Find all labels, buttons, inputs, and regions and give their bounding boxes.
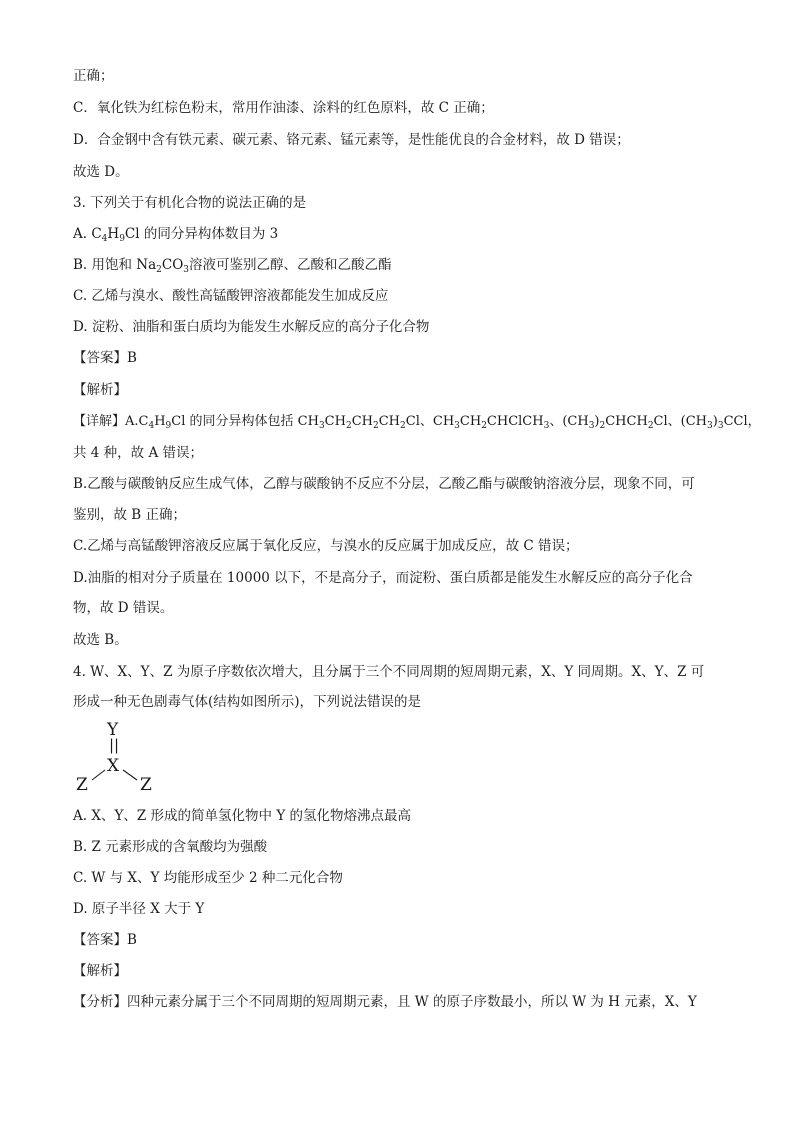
text-line: 共 4 种，故 A 错误； <box>73 445 204 461</box>
question-4-stem: 4. W、X、Y、Z 为原子序数依次增大，且分属于三个不同周期的短周期元素，X、Y 同周期。X、Y、Z 可 <box>73 664 705 680</box>
option-3b: B. 用饱和 $Na_2CO_3$溶液可鉴别乙醇、乙酸和乙酸乙酯 <box>73 257 392 275</box>
option-3c: C. 乙烯与溴水、酸性高锰酸钾溶液都能发生加成反应 <box>73 288 389 304</box>
text-line: C.乙烯与高锰酸钾溶液反应属于氧化反应，与溴水的反应属于加成反应，故 C 错误； <box>73 538 579 554</box>
answer-label: 【答案】B <box>73 350 137 366</box>
text-line: 故选 D。 <box>73 164 129 180</box>
analysis-label: 【解析】 <box>73 963 127 979</box>
double-bond: || <box>109 736 120 754</box>
text-line: D.油脂的相对分子质量在 10000 以下，不是高分子，而淀粉、蛋白质都是能发生水解反应的高分子化合 <box>73 570 693 586</box>
text-line: 正确； <box>73 68 114 84</box>
molecule-structure <box>74 720 164 800</box>
text-line: B.乙酸与碳酸钠反应生成气体，乙醇与碳酸钠不反应不分层，乙酸乙酯与碳酸钠溶液分层，现象不同，可 <box>73 476 695 492</box>
analysis-label: 【解析】 <box>73 382 127 398</box>
atom-right: Z <box>140 775 152 795</box>
option-4c: C. W 与 X、Y 均能形成至少 2 种二元化合物 <box>73 870 343 886</box>
bond-right <box>123 770 137 780</box>
text-line: D．合金钢中含有铁元素、碳元素、铬元素、锰元素等，是性能优良的合金材料，故 D 错误； <box>73 132 630 148</box>
option-4a: A. X、Y、Z 形成的简单氢化物中 Y 的氢化物熔沸点最高 <box>73 808 412 824</box>
question-3-stem: 3. 下列关于有机化合物的说法正确的是 <box>73 195 307 211</box>
text-line: 鉴别，故 B 正确； <box>73 507 187 523</box>
bond-left <box>92 770 105 780</box>
option-3d: D. 淀粉、油脂和蛋白质均为能发生水解反应的高分子化合物 <box>73 319 430 335</box>
text-line: 故选 B。 <box>73 632 128 648</box>
bond-lines <box>74 720 164 800</box>
text-line: C．氧化铁为红棕色粉末，常用作油漆、涂料的红色原料，故 C 正确； <box>73 100 494 116</box>
atom-center: X <box>107 756 120 776</box>
detail-line: 【详解】$A.C_4H_9Cl$ 的同分异构体包括 $CH_3CH_2CH_2CH_2Cl$、$CH_3CH_2CHClCH_3$、$(CH_3)_2CHCH_2Cl$、$(CH_3)_3CCl$， <box>73 414 761 431</box>
atom-top: Y <box>107 720 119 740</box>
option-4b: B. Z 元素形成的含氧酸均为强酸 <box>73 839 268 855</box>
answer-label: 【答案】B <box>73 932 137 948</box>
option-4d: D. 原子半径 X 大于 Y <box>73 901 205 917</box>
analysis-line: 【分析】四种元素分属于三个不同周期的短周期元素，且 W 的原子序数最小，所以 W 为 H 元素，X、Y <box>73 994 697 1010</box>
question-4-stem-cont: 形成一种无色剧毒气体(结构如图所示)，下列说法错误的是 <box>73 694 422 710</box>
option-3a: A. $C_4H_9Cl$ 的同分异构体数目为 3 <box>73 226 279 244</box>
atom-left: Z <box>76 775 88 795</box>
text-line: 物，故 D 错误。 <box>73 600 174 616</box>
